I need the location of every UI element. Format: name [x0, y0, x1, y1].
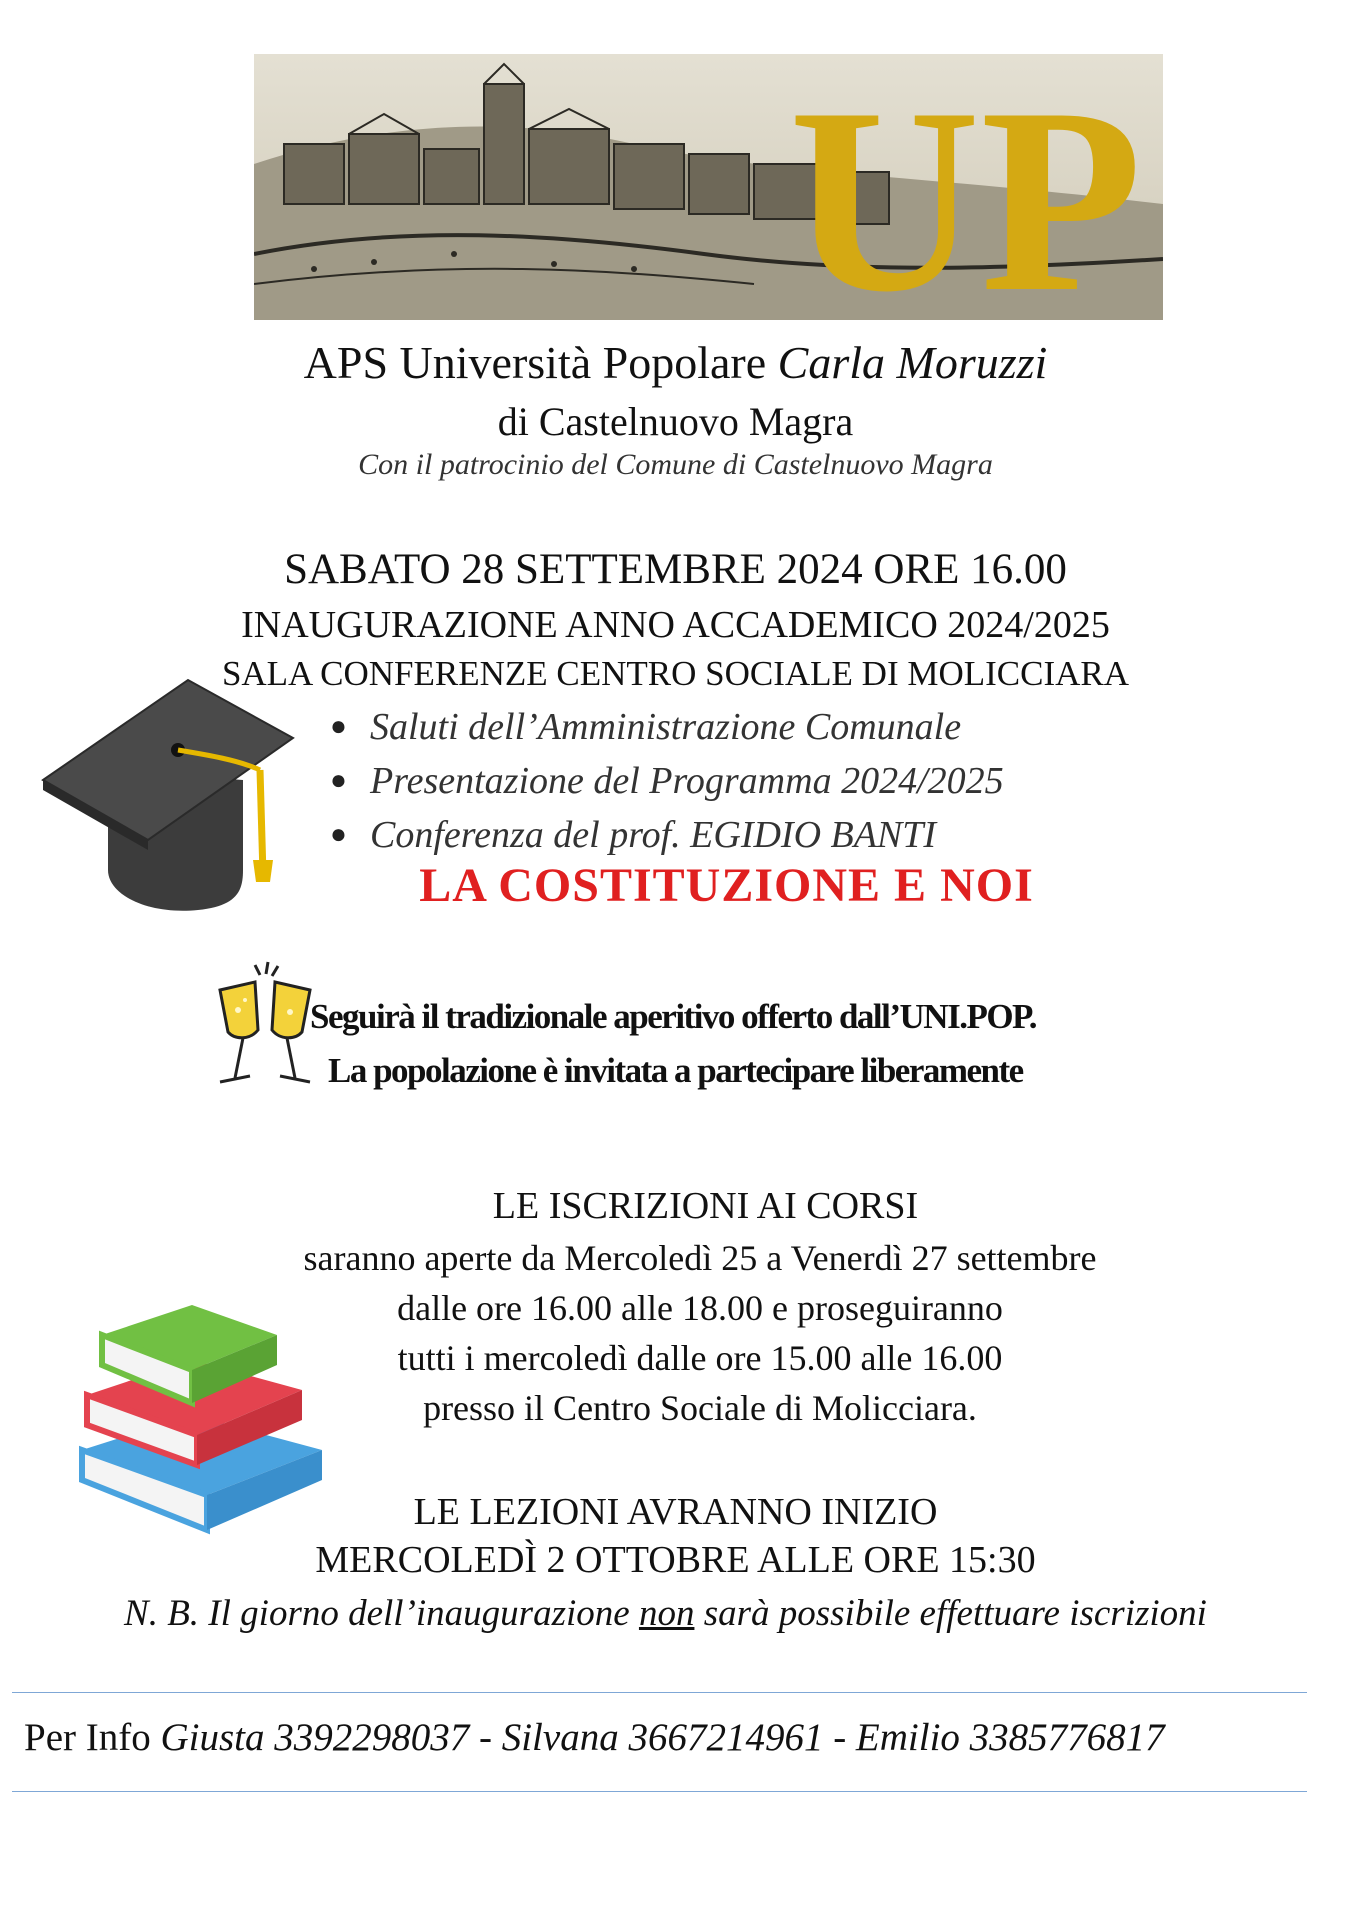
aperitivo-line-2: La popolazione è invitata a partecipare liberamente: [328, 1051, 1023, 1090]
lezioni-line-2: MERCOLEDÌ 2 OTTOBRE ALLE ORE 15:30: [315, 1539, 1036, 1581]
org-patronage: Con il patrocinio del Comune di Castelnuovo Magra: [358, 448, 993, 481]
info-contacts: Giusta 3392298037 - Silvana 3667214961 - Emilio 3385776817: [160, 1716, 1165, 1759]
divider-top: [12, 1692, 1307, 1693]
info-label: Per Info: [24, 1716, 161, 1759]
aperitivo-note: [310, 990, 1210, 1098]
nb-text-after: sarà possibile effettuare iscrizioni: [694, 1593, 1207, 1634]
up-logo: UP: [789, 54, 1143, 320]
talk-title: LA COSTITUZIONE E NOI: [419, 859, 1034, 912]
org-name-person: Carla Moruzzi: [777, 337, 1048, 388]
iscrizioni-line: saranno aperte da Mercoledì 25 a Venerdì 27 settembre: [303, 1238, 1097, 1278]
header-banner: [254, 54, 1163, 320]
aperitivo-line-1: Seguirà il tradizionale aperitivo offerto dall’UNI.POP.: [310, 997, 1036, 1036]
event-venue: SALA CONFERENZE CENTRO SOCIALE DI MOLICCIARA: [221, 654, 1130, 693]
organization-name: [0, 336, 1351, 389]
divider-bottom: [12, 1791, 1307, 1792]
iscrizioni-line: dalle ore 16.00 alle 18.00 e proseguiranno: [397, 1288, 1003, 1328]
lezioni-line-1: LE LEZIONI AVRANNO INIZIO: [413, 1491, 938, 1533]
org-name-prefix: APS Università Popolare: [303, 337, 767, 388]
iscrizioni-line: tutti i mercoledì dalle ore 15.00 alle 16.00: [397, 1338, 1003, 1378]
town-sketch-image: [254, 54, 1163, 320]
event-date: SABATO 28 SETTEMBRE 2024 ORE 16.00: [284, 546, 1067, 593]
org-location: di Castelnuovo Magra: [497, 399, 854, 444]
iscrizioni-heading: LE ISCRIZIONI AI CORSI: [492, 1185, 919, 1227]
program-item: ● Presentazione del Programma 2024/2025: [330, 760, 1004, 802]
contact-info: [24, 1715, 1324, 1760]
nota-bene: [0, 1592, 1351, 1635]
program-item: ● Conferenza del prof. EGIDIO BANTI: [330, 814, 937, 856]
iscrizioni-line: presso il Centro Sociale di Molicciara.: [423, 1388, 977, 1428]
event-title: INAUGURAZIONE ANNO ACCADEMICO 2024/2025: [241, 604, 1110, 646]
nb-text-before: N. B. Il giorno dell’inaugurazione: [124, 1593, 639, 1634]
nb-text-underlined: non: [638, 1593, 695, 1634]
program-item: ● Saluti dell’Amministrazione Comunale: [330, 706, 962, 748]
program-list: [330, 700, 1230, 862]
iscrizioni-details: [200, 1233, 1200, 1433]
lezioni-start: [0, 1488, 1351, 1584]
